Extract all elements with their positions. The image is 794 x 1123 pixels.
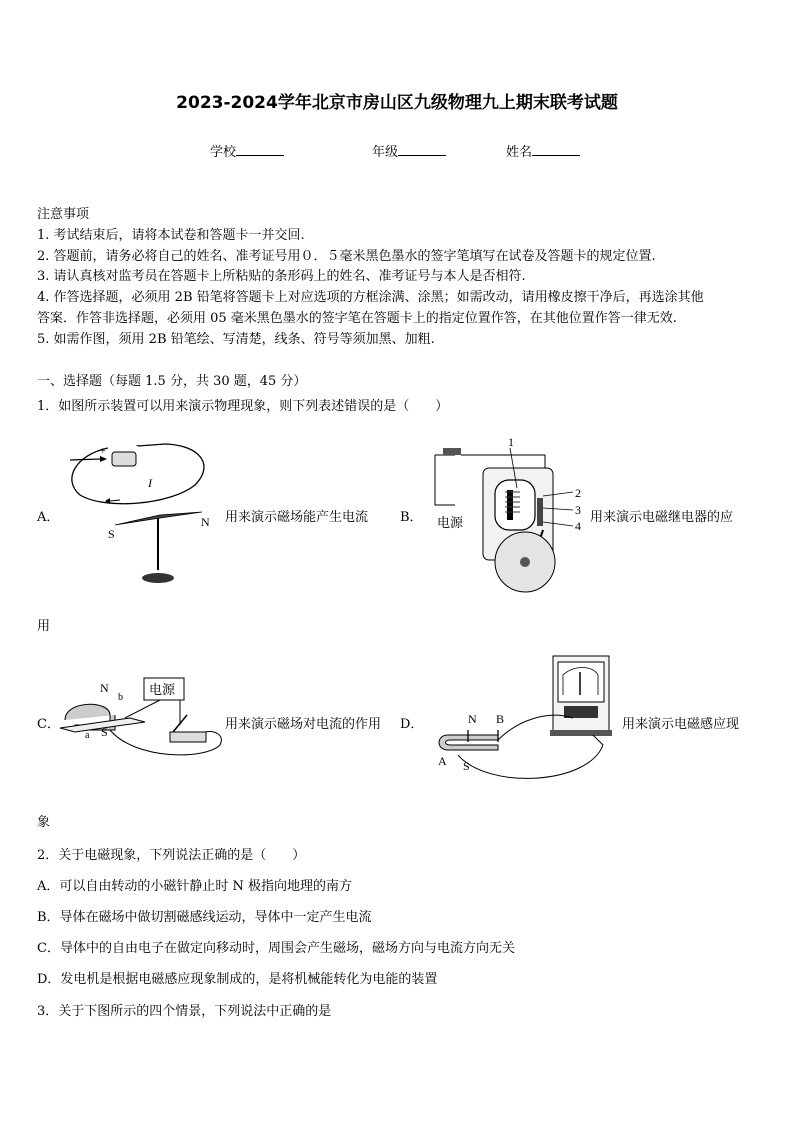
n-pole-label: N	[100, 681, 109, 695]
q2-option-c: C．导体中的自由电子在做定向移动时，周围会产生磁场，磁场方向与电流方向无关	[37, 941, 515, 956]
a-label: A	[438, 754, 447, 768]
q1-option-a-label: A．	[37, 510, 60, 525]
a-label: a	[85, 730, 90, 741]
q3-stem: 3．关于下图所示的四个情景，下列说法中正确的是	[37, 1004, 332, 1019]
q1-option-c-label: C．	[37, 717, 60, 732]
name-label: 姓名	[506, 145, 533, 160]
q1-stem: 1．如图所示装置可以用来演示物理现象，则下列表述错误的是（ ）	[37, 399, 449, 414]
s-pole-label: S	[101, 725, 108, 739]
q1-option-c-text: 用来演示磁场对电流的作用	[225, 717, 382, 732]
grade-blank[interactable]	[398, 142, 446, 156]
q2-option-d: D．发电机是根据电磁感应现象制成的，是将机械能转化为电能的装置	[37, 972, 438, 987]
q1-option-d-text: 用来演示电磁感应现	[622, 717, 740, 732]
current-label: I	[148, 476, 152, 490]
name-field	[506, 141, 580, 160]
n-pole-label: N	[468, 712, 477, 726]
q1-option-b-label: B．	[400, 510, 423, 525]
notice-item: 3. 请认真核对监考员在答题卡上所粘贴的条形码上的姓名、准考证号与本人是否相符.	[37, 269, 526, 284]
q1-option-b-continued: 用	[37, 619, 51, 634]
b-label: b	[118, 692, 123, 703]
section-heading: 一、选择题（每题 1.5 分，共 30 题，45 分）	[37, 374, 307, 389]
power-label: 电源	[437, 515, 464, 530]
q1-option-b-text: 用来演示电磁继电器的应	[590, 510, 734, 525]
q1-option-d-continued: 象	[37, 815, 51, 830]
label-1: 1	[508, 435, 514, 449]
q2-option-a: A．可以自由转动的小磁针静止时 N 极指向地理的南方	[37, 879, 353, 894]
school-label: 学校	[210, 145, 237, 160]
q1-figure-d	[428, 650, 618, 785]
notice-item: 1. 考试结束后，请将本试卷和答题卡一并交回.	[37, 228, 305, 243]
q1-figure-a	[60, 430, 220, 590]
grade-field	[372, 141, 446, 160]
grade-label: 年级	[372, 145, 399, 160]
school-field	[210, 141, 284, 160]
q2-stem: 2．关于电磁现象，下列说法正确的是（ ）	[37, 848, 306, 863]
notice-item: 4. 作答选择题，必须用 2B 铅笔将答题卡上对应选项的方框涂满、涂黑；如需改动，请用橡皮擦干净后，再选涂其他	[37, 290, 704, 305]
power-label: 电源	[149, 682, 176, 697]
label-3: 3	[575, 503, 581, 517]
name-blank[interactable]	[532, 142, 580, 156]
notice-item: 2. 答题前，请务必将自己的姓名、准考证号用０．５毫米黑色墨水的签字笔填写在试卷及答题卡的规定位置.	[37, 249, 656, 264]
school-blank[interactable]	[236, 142, 284, 156]
q1-option-d-label: D．	[400, 717, 424, 732]
s-pole-label: S	[463, 759, 470, 773]
b-label: B	[496, 712, 505, 726]
q2-option-b: B．导体在磁场中做切割磁感线运动，导体中一定产生电流	[37, 910, 372, 925]
q1-option-a-text: 用来演示磁场能产生电流	[225, 510, 369, 525]
label-2: 2	[575, 486, 581, 500]
notice-item: 答案．作答非选择题，必须用 05 毫米黑色墨水的签字笔在答题卡上的指定位置作答，在其他位置作答一律无效.	[37, 311, 677, 326]
label-4: 4	[575, 519, 581, 533]
plus-label: +	[100, 446, 106, 457]
notice-item: 5. 如需作图，须用 2B 铅笔绘、写清楚，线条、符号等须加黑、加粗.	[37, 332, 435, 347]
notice-heading: 注意事项	[37, 207, 90, 222]
n-pole-label: N	[201, 515, 210, 529]
q1-figure-c	[55, 670, 225, 770]
page-title: 2023-2024学年北京市房山区九级物理九上期末联考试题	[176, 93, 618, 113]
minus-label: -	[136, 440, 140, 451]
q1-figure-b	[425, 430, 590, 595]
s-pole-label: S	[108, 527, 115, 541]
